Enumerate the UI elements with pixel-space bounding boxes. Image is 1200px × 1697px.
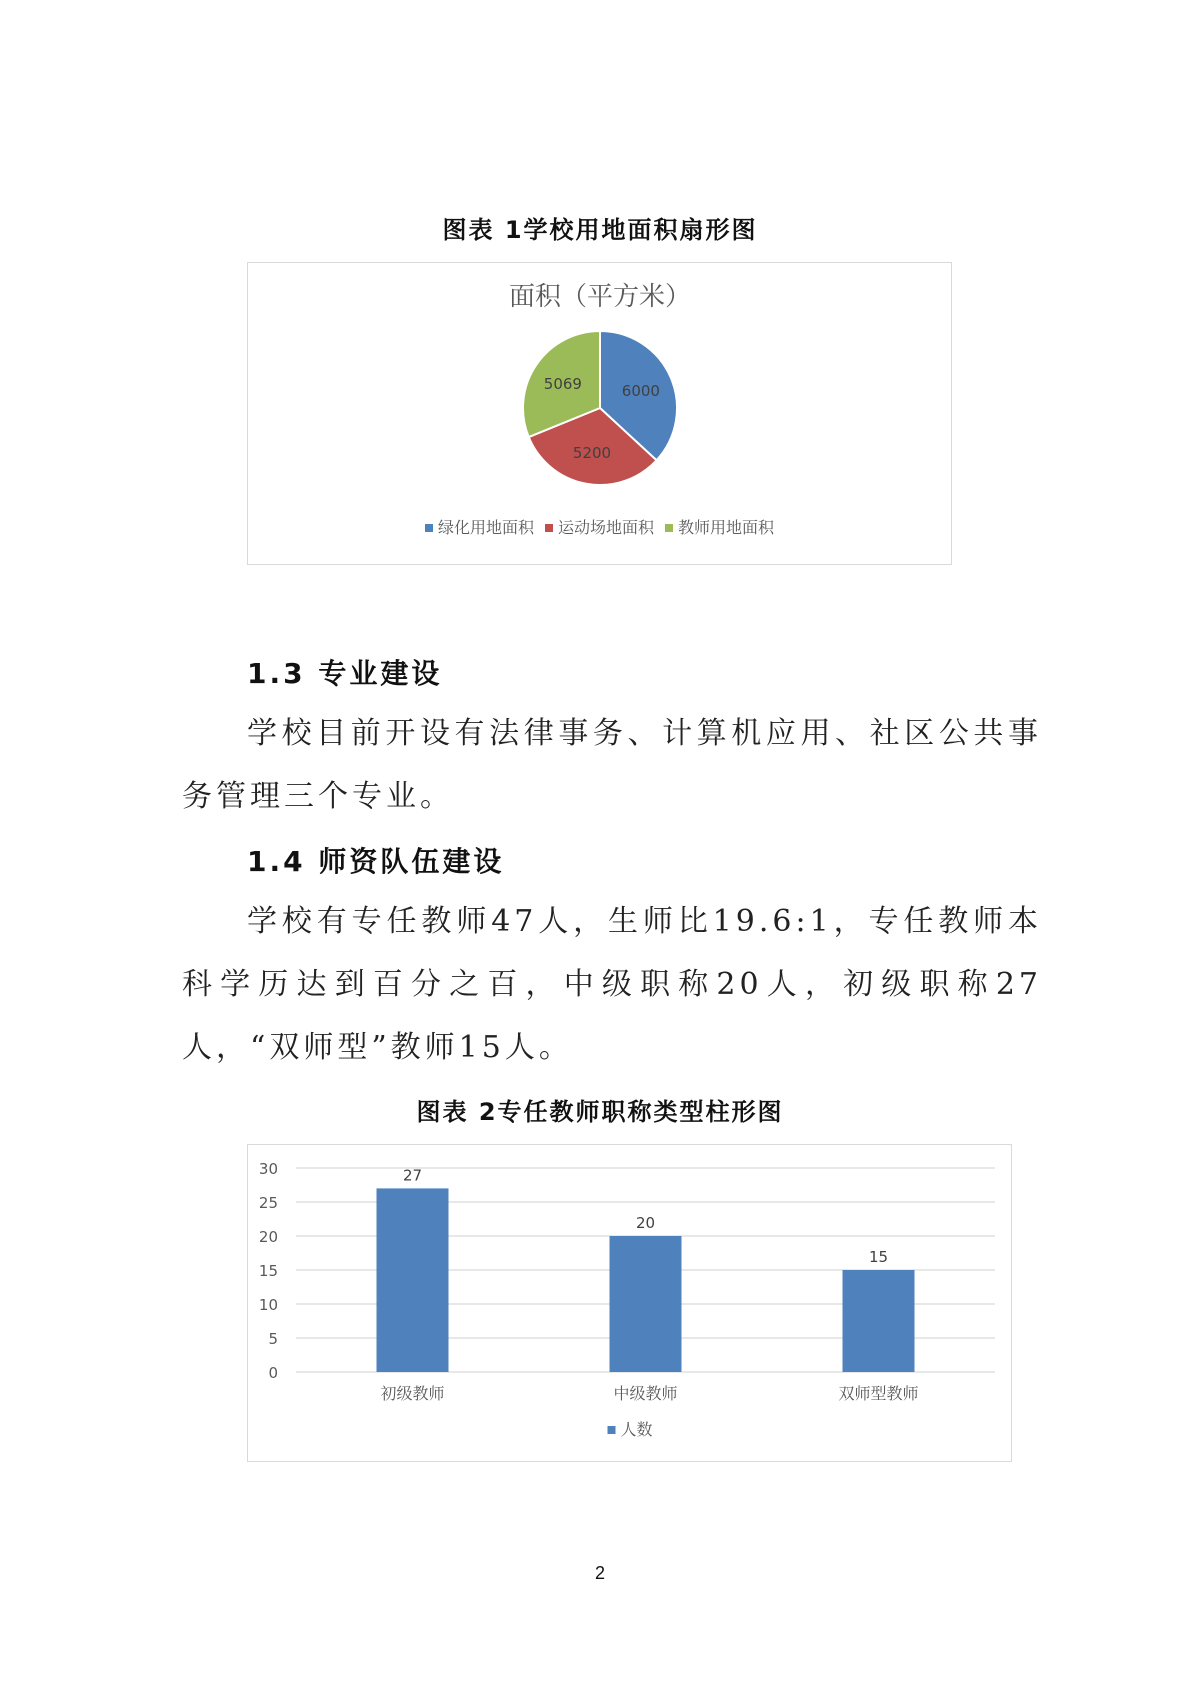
pie-data-label: 5069 bbox=[543, 375, 582, 394]
pie-chart-frame bbox=[247, 262, 952, 565]
bar-data-label: 15 bbox=[868, 1248, 889, 1266]
figure-2-caption: 图表 2专任教师职称类型柱形图 bbox=[416, 1098, 784, 1126]
section-heading-1-3: 1.3 专业建设 bbox=[247, 657, 443, 690]
page-number: 2 bbox=[594, 1563, 605, 1583]
bar bbox=[377, 1188, 449, 1372]
pie-legend-swatch bbox=[425, 524, 433, 532]
bar-chart-frame bbox=[247, 1144, 1012, 1462]
bar-chart bbox=[248, 1145, 1013, 1463]
y-tick-label: 30 bbox=[258, 1160, 278, 1178]
y-tick-label: 15 bbox=[258, 1262, 278, 1280]
bar-data-label: 20 bbox=[635, 1214, 656, 1232]
section-paragraph-1-4: 学校有专任教师47人，生师比19.6:1，专任教师本科学历达到百分之百，中级职称20人，初级职称27人，“双师型”教师15人。 bbox=[182, 904, 1042, 1065]
pie-chart-title: 面积（平方米） bbox=[508, 282, 692, 312]
y-tick-label: 10 bbox=[258, 1296, 278, 1314]
pie-legend-swatch bbox=[665, 524, 673, 532]
bar-legend-label: 人数 bbox=[620, 1420, 653, 1439]
pie-data-label: 5200 bbox=[572, 443, 612, 462]
x-category-label: 初级教师 bbox=[380, 1384, 445, 1403]
pie-legend-label: 绿化用地面积 bbox=[438, 518, 535, 537]
y-tick-label: 20 bbox=[258, 1228, 278, 1246]
pie-chart bbox=[248, 263, 953, 566]
y-tick-label: 25 bbox=[258, 1194, 278, 1212]
pie-legend-label: 教师用地面积 bbox=[678, 518, 775, 537]
pie-legend-label: 运动场地面积 bbox=[558, 518, 655, 537]
figure-1-caption: 图表 1学校用地面积扇形图 bbox=[442, 216, 758, 244]
bar bbox=[610, 1236, 682, 1372]
bar bbox=[843, 1270, 915, 1372]
x-category-label: 双师型教师 bbox=[838, 1384, 919, 1403]
pie-data-label: 6000 bbox=[621, 382, 660, 401]
bar-legend-swatch bbox=[608, 1426, 616, 1434]
pie-legend-swatch bbox=[545, 524, 553, 532]
y-tick-label: 5 bbox=[268, 1330, 278, 1348]
bar-data-label: 27 bbox=[402, 1166, 423, 1185]
section-heading-1-4: 1.4 师资队伍建设 bbox=[247, 845, 505, 878]
y-tick-label: 0 bbox=[268, 1364, 278, 1382]
x-category-label: 中级教师 bbox=[613, 1384, 678, 1403]
section-paragraph-1-3: 学校目前开设有法律事务、计算机应用、社区公共事务管理三个专业。 bbox=[182, 716, 1042, 814]
